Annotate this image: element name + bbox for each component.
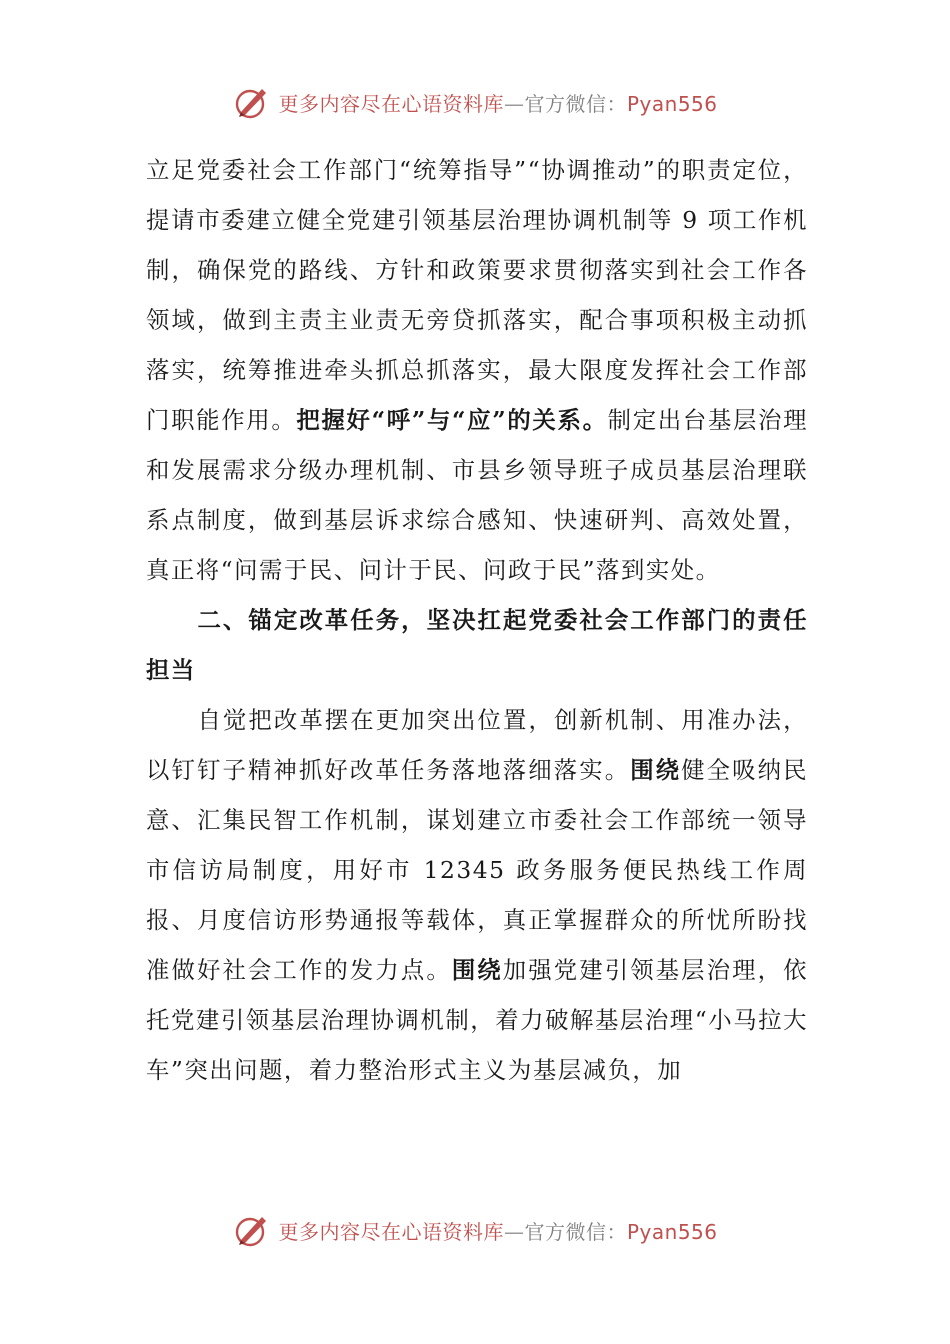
watermark-text: 更多内容尽在心语资料库—官方微信：Pyan556 xyxy=(278,1219,718,1244)
bold-phrase: 围绕 xyxy=(451,956,503,984)
section-heading: 二、锚定改革任务，坚决扛起党委社会工作部门的责任担当 xyxy=(146,606,808,684)
paragraph: 自觉把改革摆在更加突出位置，创新机制、用准办法，以钉钉子精神抓好改革任务落地落细落实。围绕健全吸纳民意、汇集民智工作机制，谋划建立市委社会工作部统一领导市信访局制度，用好市 12345 政务服务便民热线工作周报、月度信访形势通报等载体，真正掌握群众的所忧所盼找准做好社会工作的发力点。围绕加强党建引领基层治理，依托党建引领基层治理协调机制，着力破解基层治理“小马拉大车”突出问题，着力整治形式主义为基层减负，加 xyxy=(146,706,808,1084)
watermark-header xyxy=(0,82,950,122)
bold-phrase: 把握好“呼”与“应”的关系。 xyxy=(296,406,608,434)
pen-logo-icon xyxy=(232,1210,272,1250)
paragraph: 立足党委社会工作部门“统筹指导”“协调推动”的职责定位，提请市委建立健全党建引领基层治理协调机制等 9 项工作机制，确保党的路线、方针和政策要求贯彻落实到社会工作各领域，做到主责主业责无旁贷抓落实，配合事项积极主动抓落实，统筹推进牵头抓总抓落实，最大限度发挥社会工作部门职能作用。把握好“呼”与“应”的关系。制定出台基层治理和发展需求分级办理机制、市县乡领导班子成员基层治理联系点制度，做到基层诉求综合感知、快速研判、高效处置，真正将“问需于民、问计于民、问政于民”落到实处。 xyxy=(146,156,809,584)
bold-phrase: 围绕 xyxy=(630,756,682,784)
document-body xyxy=(146,145,808,1095)
watermark-text: 更多内容尽在心语资料库—官方微信：Pyan556 xyxy=(278,91,718,116)
pen-logo-icon xyxy=(232,82,272,122)
watermark-footer xyxy=(0,1210,950,1250)
